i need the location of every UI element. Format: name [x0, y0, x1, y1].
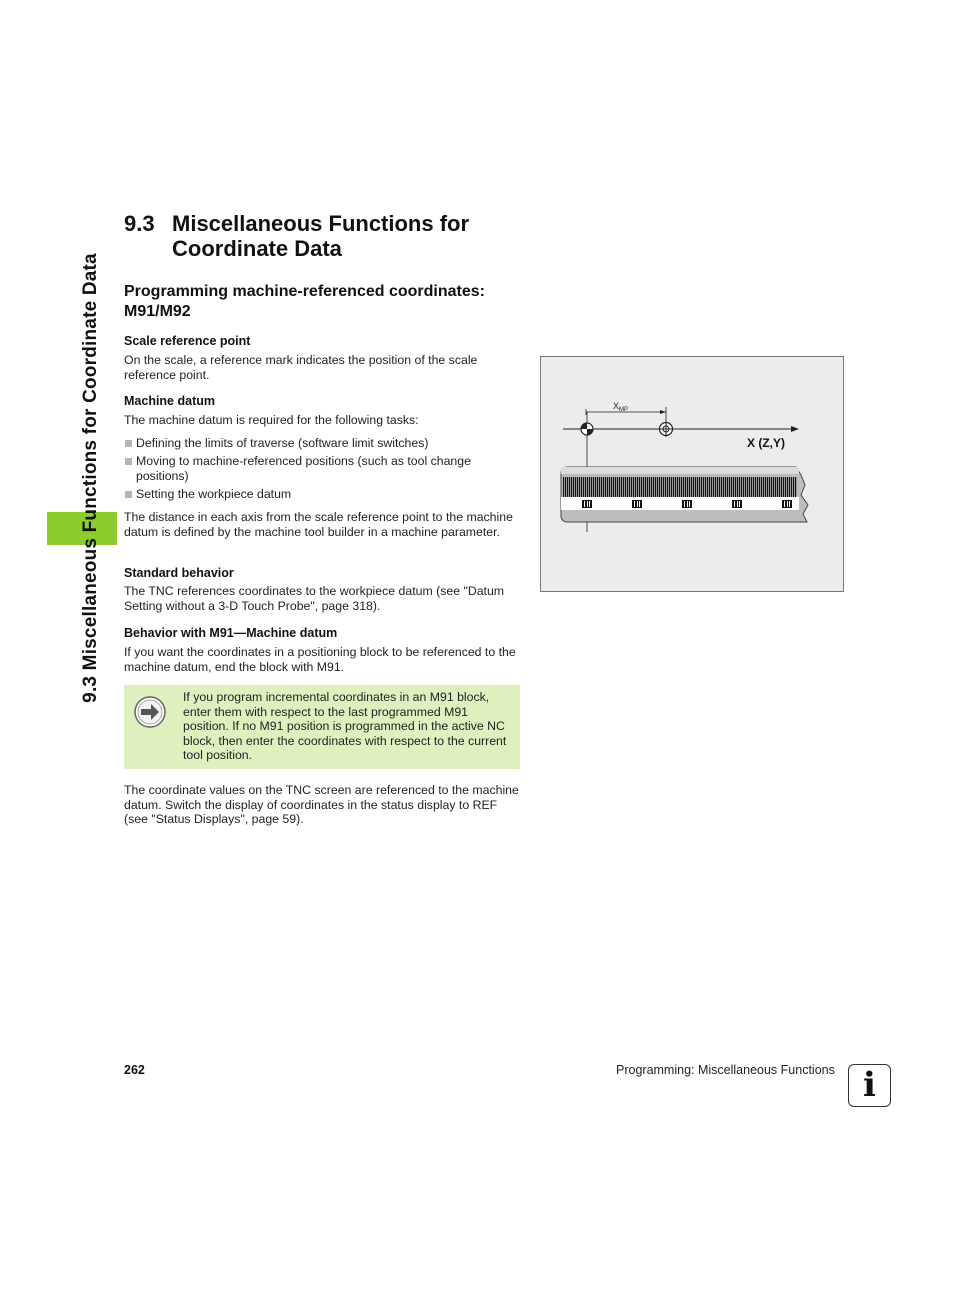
xmp-label: $X_{MP}$: [613, 401, 629, 413]
m91-behavior-heading: Behavior with M91—Machine datum: [124, 626, 338, 640]
dimension-arrow: [660, 410, 666, 414]
machine-datum-heading: Machine datum: [124, 394, 215, 408]
footer-chapter-title: Programming: Miscellaneous Functions: [616, 1063, 835, 1077]
standard-behavior-heading: Standard behavior: [124, 566, 234, 580]
scale-diagram: [540, 356, 844, 592]
note-box: [124, 685, 520, 769]
list-item: Defining the limits of traverse (software limit switches): [124, 436, 524, 451]
list-item: Moving to machine-referenced positions (such as tool change positions): [124, 454, 524, 483]
closing-paragraph: The coordinate values on the TNC screen are referenced to the machine datum. Switch the display of coordinates in the status display to REF (see "Status Displays", page 59).: [124, 783, 519, 826]
note-text: If you program incremental coordinates in an M91 block, enter them with respect to the last programmed M91 position. If no M91 position is programmed in the active NC block, then enter the coordinates with respect to the current tool position.: [183, 690, 507, 762]
arrow-right-icon: [134, 696, 166, 728]
page-heading: 9.3 Miscellaneous Functions for Coordinate Data: [124, 211, 470, 261]
list-item: Setting the workpiece datum: [124, 487, 524, 502]
standard-behavior-text: The TNC references coordinates to the workpiece datum (see "Datum Setting without a 3-D Touch Probe", page 318).: [124, 584, 505, 613]
scale-white-strip: [561, 497, 799, 510]
page-number: 262: [124, 1063, 145, 1077]
machine-datum-intro: The machine datum is required for the following tasks:: [124, 413, 419, 427]
scale-reference-text: On the scale, a reference mark indicates the position of the scale reference point.: [124, 353, 478, 382]
info-icon: i: [848, 1064, 891, 1107]
m91-behavior-text: If you want the coordinates in a positioning block to be referenced to the machine datum, end the block with M91.: [124, 645, 516, 674]
section-subheading: Programming machine-referenced coordinates: M91/M92: [124, 283, 485, 320]
axis-label: X (Z,Y): [747, 436, 785, 450]
scale-graduation: [563, 477, 796, 497]
scale-reference-heading: Scale reference point: [124, 334, 251, 348]
scale-diagram-svg: [541, 357, 843, 591]
machine-datum-outro: The distance in each axis from the scale reference point to the machine datum is defined by the machine tool builder in a machine parameter.: [124, 510, 513, 539]
